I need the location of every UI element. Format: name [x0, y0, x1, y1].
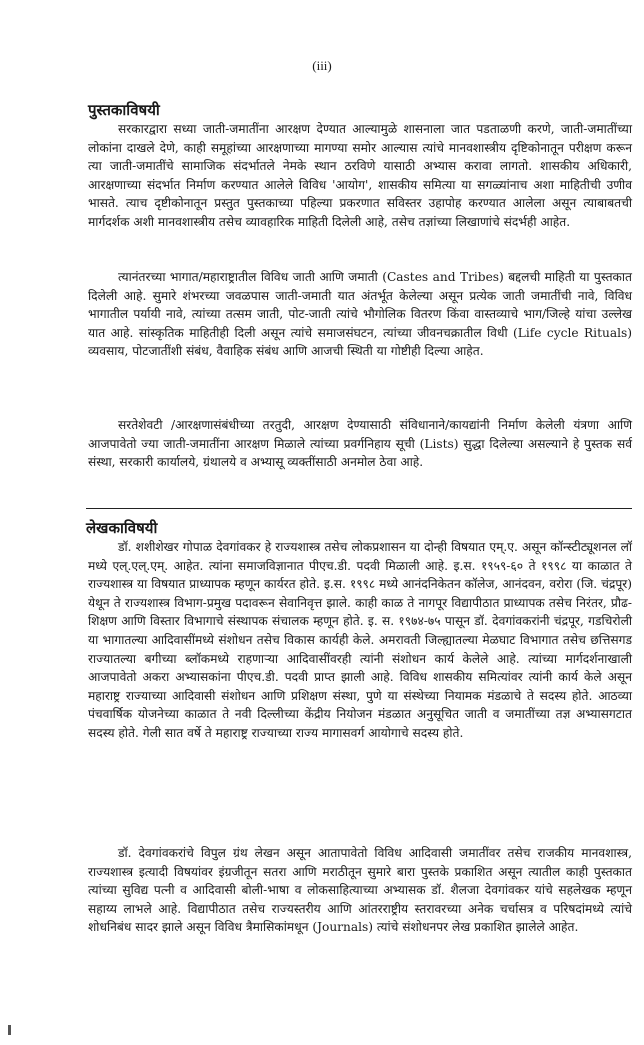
about-book-paragraph-1: सरकारद्वारा सध्या जाती-जमातींना आरक्षण देण्यात आल्यामुळे शासनाला जात पडताळणी करणे, जाती-जमातींच्या लोकांना दाखले देणे, काही समूहांच्या आरक्षणाच्या मागण्या समोर आल्यास त्यांचे मानवशास्त्रीय दृष्टिकोनातून परीक्षण करून त्या जाती-जमातींचे सामाजिक संदर्भातले नेमके स्थान ठरविणे यासाठी अभ्यास करावा लागतो. शासकीय अधिकारी, आरक्षणाच्या संदर्भात निर्माण करण्यात आलेले विविध 'आयोग', शासकीय समित्या या सगळ्यांनाच अशा माहितीची उणीव भासते. त्याच दृष्टीकोनातून प्रस्तुत पुस्तकाच्या पहिल्या प्रकरणात सविस्तर उहापोह करण्यात आलेला असून त्याबाबतची मार्गदर्शक अशी मानवशास्त्रीय तसेच व्यावहारिक माहिती दिलेली आहे, तसेच तज्ञांच्या लिखाणांचे संदर्भही आहेत.: [88, 122, 632, 229]
about-book-paragraph-3: सरतेशेवटी /आरक्षणासंबंधीच्या तरतुदी, आरक्षण देण्यासाठी संविधानाने/कायद्यांनी निर्माण केलेली यंत्रणा आणि आजपावेतो ज्या जाती-जमातींना आरक्षण मिळाले त्यांच्या प्रवर्गनिहाय सूची (Lists) सुद्धा दिलेल्या असल्याने हे पुस्तक सर्व संस्था, सरकारी कार्यालये, ग्रंथालये व अभ्यासू व्यक्तींसाठी अनमोल ठेवा आहे.: [88, 418, 632, 470]
about-book-paragraph-2: त्यानंतरच्या भागात/महाराष्ट्रातील विविध जाती आणि जमाती (Castes and Tribes) बद्दलची माहिती या पुस्तकात दिलेली आहे. सुमारे शंभरच्या जवळपास जाती-जमाती यात अंतर्भूत केलेल्या असून प्रत्येक जाती जमातींची नावे, विविध भागातील पर्यायी नावे, त्यांच्या तत्सम जाती, पोट-जाती त्यांचे भौगोलिक वितरण किंवा वास्तव्याचे भाग/जिल्हे यांचा उल्लेख यात आहे. सांस्कृतिक माहितीही दिली असून त्यांचे समाजसंघटन, त्यांच्या जीवनचक्रातील विधी (Life cycle Rituals) व्यवसाय, पोटजातींशी संबंध, वैवाहिक संबंध आणि आजची स्थिती या गोष्टीही दिल्या आहेत.: [88, 270, 632, 359]
about-book-heading: पुस्तकाविषयी: [88, 101, 160, 119]
about-author-paragraph-1: डॉ. शशीशेखर गोपाळ देवगांवकर हे राज्यशास्त्र तसेच लोकप्रशासन या दोन्ही विषयात एम्.ए. असून कॉन्स्टीट्यूशनल लॉ मध्ये एल्.एल्.एम्. आहेत. त्यांना समाजविज्ञानात पीएच.डी. पदवी मिळाली आहे. इ.स. १९५९-६० ते १९९८ या काळात ते राज्यशास्त्र या विषयात प्राध्यापक म्हणून कार्यरत होते. इ.स. १९९८ मध्ये आनंदनिकेतन कॉलेज, आनंदवन, वरोरा (जि. चंद्रपूर) येथून ते राज्यशास्त्र विभाग-प्रमुख पदावरून सेवानिवृत्त झाले. काही काळ ते नागपूर विद्यापीठात प्राध्यापक तसेच निरंतर, प्रौढ-शिक्षण आणि विस्तार विभागाचे संस्थापक संचालक म्हणून होते. इ. स. १९७४-७५ पासून डॉ. देवगांवकरांनी चंद्रपूर, गडचिरोली या भागातल्या आदिवासींमध्ये संशोधन तसेच विकास कार्यही केले. अमरावती जिल्ह्यातल्या मेळघाट विभागात तसेच छत्तिसगड राज्यातल्या बगीच्या ब्लॉकमध्ये राहणाऱ्या आदिवासींवरही त्यांनी संशोधन कार्य केलेले आहे. त्यांच्या मार्गदर्शनाखाली आजपावेतो अकरा अभ्यासकांना पीएच.डी. पदवी प्राप्त झाली आहे. विविध शासकीय समित्यांवर त्यांनी कार्य केले असून महाराष्ट्र राज्याच्या आदिवासी संशोधन आणि प्रशिक्षण संस्था, पुणे या संस्थेच्या नियामक मंडळाचे ते सदस्य होते. आठव्या पंचवार्षिक योजनेच्या काळात ते नवी दिल्लीच्या केंद्रीय नियोजन मंडळात अनुसूचित जाती व जमातींच्या तज्ञ अभ्यासगटात सदस्य होते. गेली सात वर्षे ते महाराष्ट्र राज्याच्या राज्य मागासवर्ग आयोगाचे सदस्य होते.: [88, 540, 632, 740]
about-author-paragraph-2: डॉ. देवगांवकरांचे विपुल ग्रंथ लेखन असून आतापावेतो विविध आदिवासी जमातींवर तसेच राजकीय मानवशास्त्र, राज्यशास्त्र इत्यादी विषयांवर इंग्रजीतून सतरा आणि मराठीतून सुमारे बारा पुस्तके प्रकाशित असून त्यातील काही पुस्तकात त्यांच्या सुविद्य पत्नी व आदिवासी बोली-भाषा व लोकसाहित्याच्या अभ्यासक डॉ. शैलजा देवगांवकर यांचे सहलेखक म्हणून सहाय्य लाभले आहे. विद्यापीठात तसेच राज्यस्तरीय आणि आंतरराष्ट्रीय स्तरावरच्या अनेक चर्चासत्र व परिषदांमध्ये त्यांचे शोधनिबंध सादर झाले असून विविध त्रैमासिकांमधून (Journals) त्यांचे संशोधनपर लेख प्रकाशित झालेले आहेत.: [88, 846, 632, 935]
scan-edge-mark: [8, 1025, 11, 1035]
about-author-heading: लेखकाविषयी: [86, 519, 158, 537]
section-divider: [86, 508, 632, 509]
page-number: (iii): [312, 58, 332, 73]
